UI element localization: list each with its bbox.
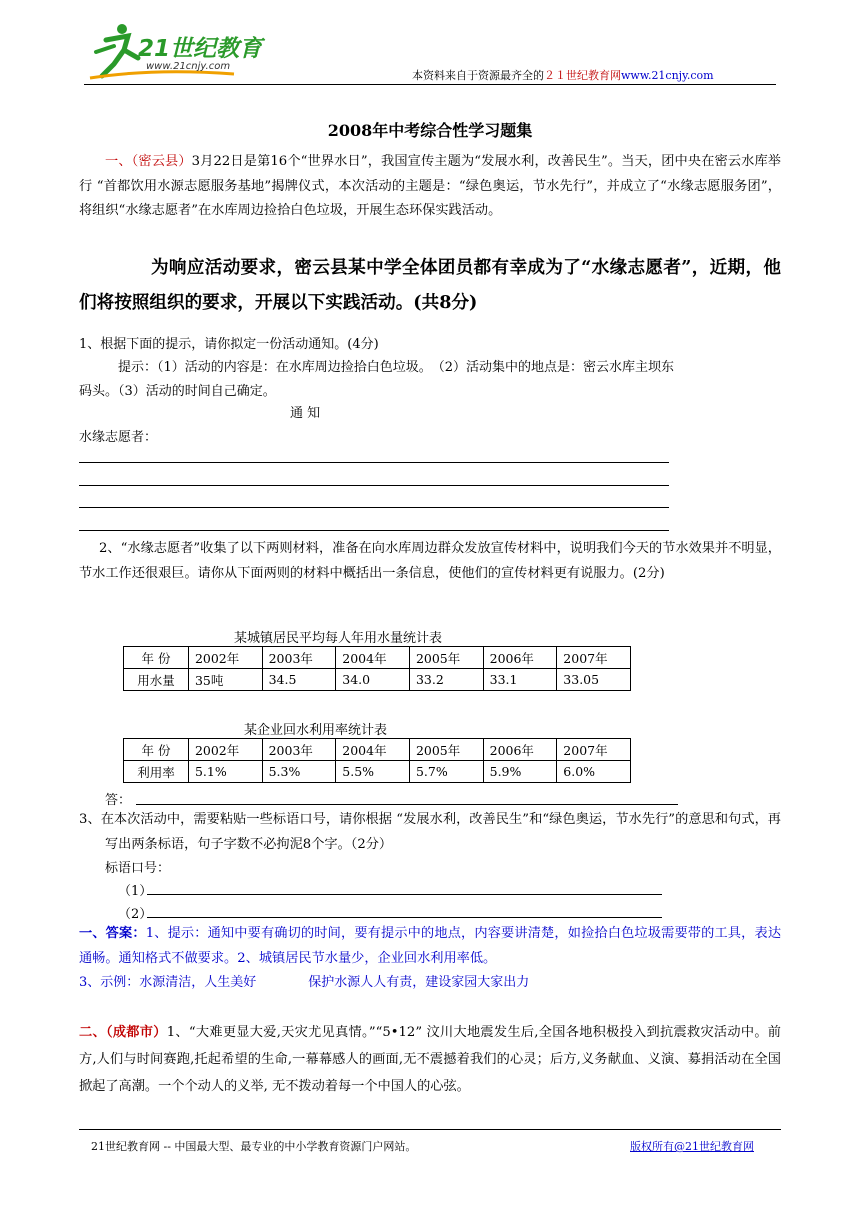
answer-text: 1、提示：通知中要有确切的时间，要有提示中的地点，内容要讲清楚，如捡拾白色垃圾需要带的工具，表达通畅。通知格式不做要求。2、城镇居民节水量少，企业回水利用率低。 bbox=[79, 926, 782, 966]
table-cell: 2004年 bbox=[336, 739, 410, 761]
table-row bbox=[124, 669, 631, 691]
answer-block bbox=[79, 922, 781, 971]
table-cell: 33.05 bbox=[557, 669, 631, 691]
table-cell: 2003年 bbox=[262, 739, 336, 761]
table-cell: 5.3% bbox=[262, 761, 336, 783]
slogan-2: （2） bbox=[118, 907, 153, 922]
q1-intro-text: 3月22日是第16个“世界水日”，我国宣传主题为“发展水利，改善民生”。当天，团中央在密云水库举行 “首都饮用水源志愿服务基地”揭牌仪式，本次活动的主题是：“绿色奥运，节水先行”，并成立了“水缘志愿服务团”，将组织“水缘志愿者”在水库周边捡拾白色垃圾，开展生态环保实践活动。 bbox=[79, 154, 781, 218]
table-header-row bbox=[124, 739, 631, 761]
table-cell: 5.1% bbox=[188, 761, 262, 783]
notice-title: 通 知 bbox=[290, 406, 321, 421]
header-note bbox=[412, 67, 714, 83]
answer-line bbox=[79, 485, 669, 486]
table-cell: 2005年 bbox=[409, 739, 483, 761]
table-row bbox=[124, 761, 631, 783]
answer-line bbox=[136, 804, 678, 805]
water-reuse-table bbox=[123, 738, 631, 783]
table-cell: 用水量 bbox=[124, 669, 189, 691]
answer-line bbox=[79, 530, 669, 531]
table-cell: 2002年 bbox=[188, 647, 262, 669]
q1-item2: 2、“水缘志愿者”收集了以下两则材料，准备在向水库周边群众发放宣传材料中，说明我们今天的节水效果并不明显，节水工作还很艰巨。请你从下面两则的材料中概括出一条信息，使他们的宣传材料更有说服力。(2分) bbox=[79, 541, 781, 581]
table-cell: 5.5% bbox=[336, 761, 410, 783]
notice-salutation: 水缘志愿者： bbox=[79, 430, 158, 445]
header-note-prefix: 本资料来自于资源最齐全的 bbox=[412, 69, 544, 82]
header-note-brand: ２１世纪教育网 bbox=[544, 69, 621, 82]
header-divider bbox=[84, 84, 776, 85]
header-note-url[interactable]: www.21cnjy.com bbox=[621, 69, 714, 82]
table-cell: 34.5 bbox=[262, 669, 336, 691]
table-header-row bbox=[124, 647, 631, 669]
logo-url: www.21cnjy.com bbox=[146, 61, 231, 72]
table-cell: 年 份 bbox=[124, 739, 189, 761]
q1-item3: 3、在本次活动中，需要粘贴一些标语口号，请你根据 “发展水利，改善民生”和“绿色奥运，节水先行”的意思和句式，再写出两条标语，句子字数不必拘泥8个字。（2分） bbox=[79, 812, 781, 852]
table-cell: 2006年 bbox=[483, 647, 557, 669]
q1-hint-line2: 码头。（3）活动的时间自己确定。 bbox=[79, 384, 276, 399]
q1-big-text: 为响应活动要求，密云县某中学全体团员都有幸成为了“水缘志愿者”，近期，他们将按照组织的要求，开展以下实践活动。(共8分) bbox=[79, 257, 781, 313]
footer-divider bbox=[79, 1129, 781, 1130]
slogan-label: 标语口号： bbox=[105, 861, 171, 876]
footer-left: 21世纪教育网 -- 中国最大型、最专业的中小学教育资源门户网站。 bbox=[91, 1140, 417, 1153]
table-cell: 2003年 bbox=[262, 647, 336, 669]
table-cell: 年 份 bbox=[124, 647, 189, 669]
q2-number: 二、（成都市） bbox=[79, 1025, 167, 1040]
table-cell: 34.0 bbox=[336, 669, 410, 691]
table-cell: 2002年 bbox=[188, 739, 262, 761]
answer-line bbox=[79, 462, 669, 463]
table-cell: 2005年 bbox=[409, 647, 483, 669]
q1-hint-line1: 提示：（1）活动的内容是：在水库周边捡拾白色垃圾。 （2）活动集中的地点是：密云水库主坝东 bbox=[118, 360, 675, 375]
answer-example: 3、示例：水源清洁，人生美好 保护水源人人有责，建设家园大家出力 bbox=[79, 975, 530, 990]
logo-text: 21世纪教育 bbox=[138, 36, 263, 62]
water-usage-table bbox=[123, 646, 631, 691]
table-cell: 6.0% bbox=[557, 761, 631, 783]
q1-number: 一、（密云县） bbox=[105, 154, 192, 169]
q2-paragraph bbox=[79, 1019, 781, 1100]
answer-label: 答： bbox=[105, 793, 132, 808]
table-cell: 35吨 bbox=[188, 669, 262, 691]
table-cell: 33.1 bbox=[483, 669, 557, 691]
table-cell: 2006年 bbox=[483, 739, 557, 761]
table-cell: 5.9% bbox=[483, 761, 557, 783]
q1-intro bbox=[79, 150, 781, 224]
answer-line bbox=[147, 917, 662, 918]
q2-text: 1、“大难更显大爱,天灾尤见真情。”“5•12” 汶川大地震发生后,全国各地积极投入到抗震救灾活动中。前方,人们与时间赛跑,托起希望的生命,一幕幕感人的画面,无不震撼着我们的心灵；后方,义务献血、义演、募捐活动在全国掀起了高潮。一个个动人的义举, 无不拨动着每一个中国人的心弦。 bbox=[79, 1025, 781, 1094]
answer-heading: 一、答案： bbox=[79, 926, 146, 941]
table1-caption: 某城镇居民平均每人年用水量统计表 bbox=[234, 631, 443, 646]
table-cell: 2007年 bbox=[557, 647, 631, 669]
page-title: 2008年中考综合性学习题集 bbox=[327, 121, 533, 140]
table-cell: 33.2 bbox=[409, 669, 483, 691]
answer-line bbox=[147, 894, 662, 895]
table-cell: 2007年 bbox=[557, 739, 631, 761]
table-cell: 利用率 bbox=[124, 761, 189, 783]
table-cell: 2004年 bbox=[336, 647, 410, 669]
q1-item1: 1、根据下面的提示，请你拟定一份活动通知。(4分) bbox=[79, 337, 379, 352]
footer-copyright-link[interactable]: 版权所有@21世纪教育网 bbox=[630, 1140, 754, 1153]
table-cell: 5.7% bbox=[409, 761, 483, 783]
answer-line bbox=[79, 507, 669, 508]
table2-caption: 某企业回水利用率统计表 bbox=[244, 723, 388, 738]
slogan-1: （1） bbox=[118, 884, 153, 899]
